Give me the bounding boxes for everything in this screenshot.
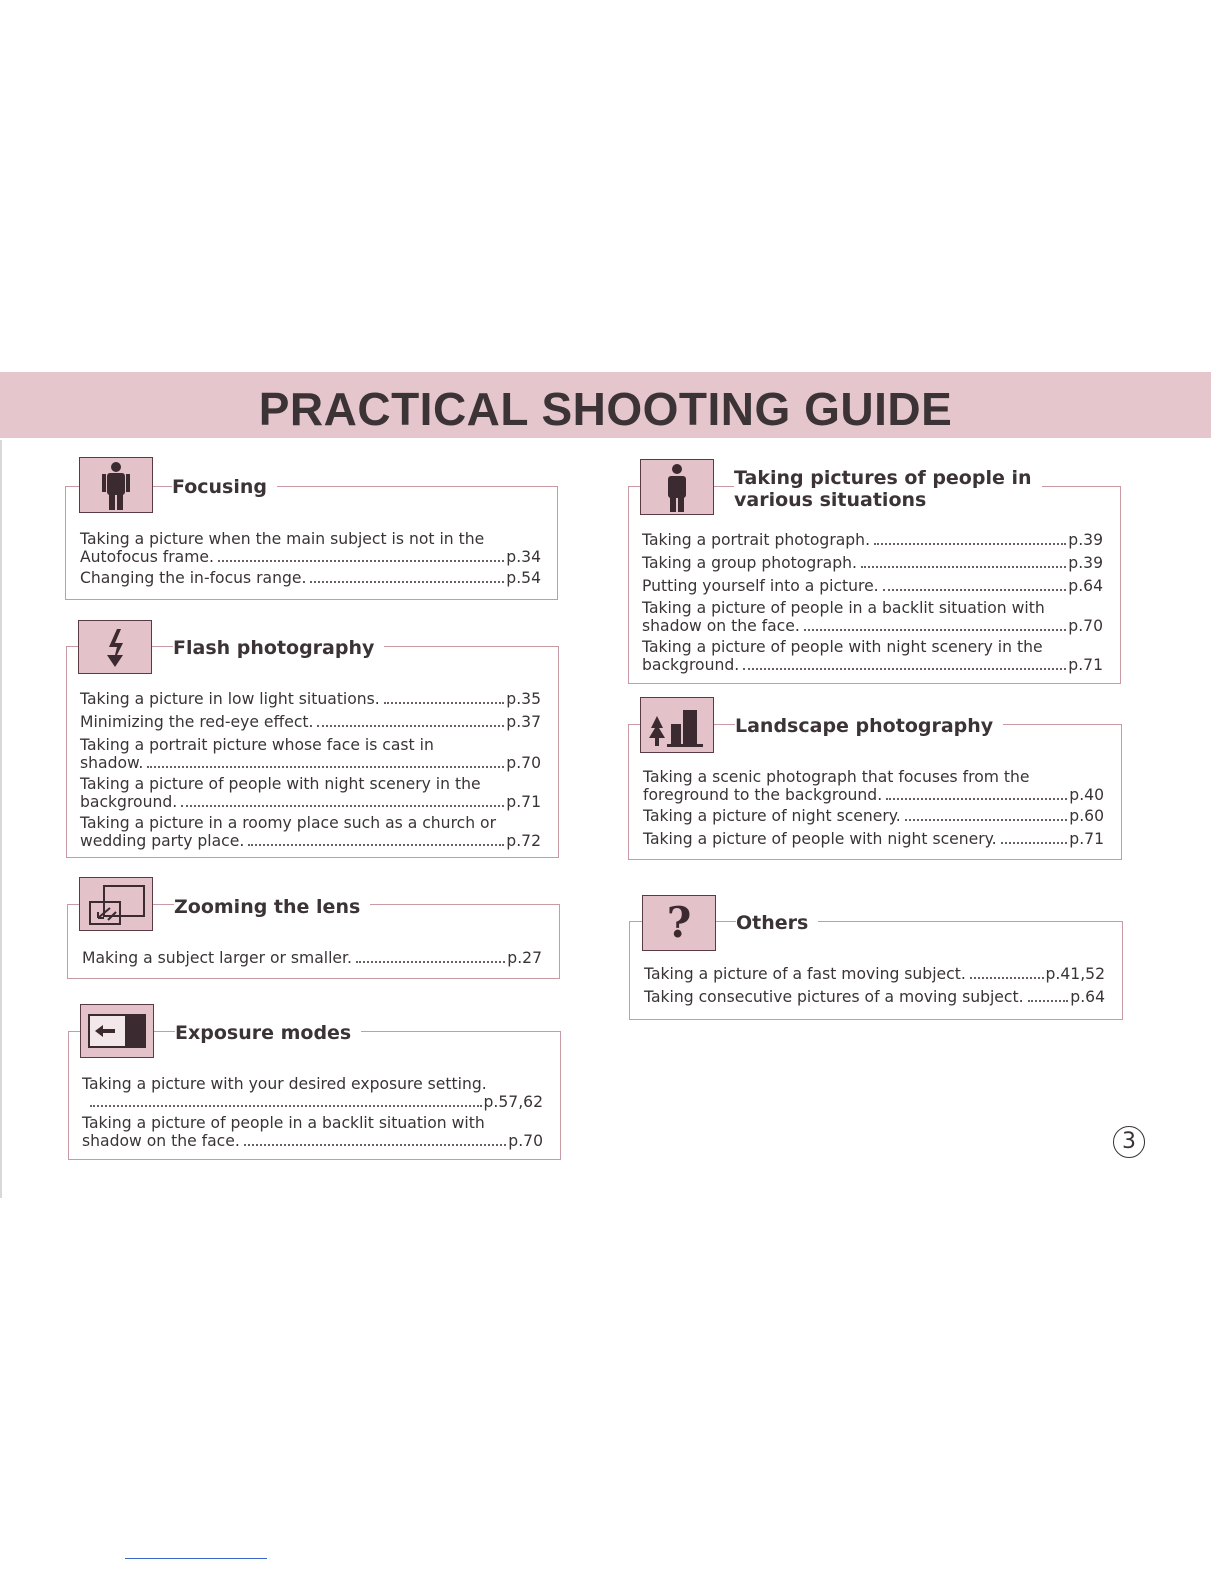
list-item bbox=[80, 775, 541, 811]
list-item bbox=[642, 638, 1103, 674]
entry-text: background. bbox=[80, 793, 178, 811]
page-ref: p.71 bbox=[1069, 830, 1104, 848]
heading-line1: Taking pictures of people in bbox=[734, 467, 1032, 489]
person-icon bbox=[79, 457, 153, 513]
leader-dots bbox=[970, 977, 1044, 979]
leader-dots bbox=[384, 702, 505, 704]
leader-dots bbox=[1028, 1000, 1069, 1002]
list-item bbox=[82, 1075, 543, 1111]
leader-dots bbox=[317, 725, 504, 727]
section-heading-others: Others bbox=[736, 912, 818, 934]
entry-text: Changing the in-focus range. bbox=[80, 569, 307, 587]
page-ref: p.64 bbox=[1070, 988, 1105, 1006]
page-ref: p.60 bbox=[1069, 807, 1104, 825]
entry-text: Putting yourself into a picture. bbox=[642, 577, 879, 595]
entries-people bbox=[642, 531, 1103, 674]
list-item bbox=[82, 1114, 543, 1150]
list-item bbox=[642, 531, 1103, 549]
page-number: 3 bbox=[1113, 1126, 1145, 1158]
entry-text: Taking a portrait photograph. bbox=[642, 531, 871, 549]
list-item bbox=[80, 690, 541, 708]
entry-text: Taking consecutive pictures of a moving subject. bbox=[644, 988, 1024, 1006]
landscape-icon bbox=[640, 697, 714, 753]
list-item bbox=[80, 569, 541, 587]
person-icon bbox=[640, 459, 714, 515]
entries-others bbox=[644, 965, 1105, 1006]
entries-flash bbox=[80, 690, 541, 850]
page-ref: p.70 bbox=[1068, 617, 1103, 635]
entries-landscape bbox=[643, 768, 1104, 848]
section-heading-people bbox=[734, 467, 1042, 511]
entry-text: shadow. bbox=[80, 754, 144, 772]
entry-text: Minimizing the red-eye effect. bbox=[80, 713, 314, 731]
page-ref: p.71 bbox=[506, 793, 541, 811]
leader-dots bbox=[90, 1105, 482, 1107]
leader-dots bbox=[310, 581, 504, 583]
leader-dots bbox=[886, 798, 1067, 800]
leader-dots bbox=[218, 560, 504, 562]
entries-zoom bbox=[82, 949, 542, 967]
flash-icon bbox=[78, 620, 152, 674]
entry-text-line1: Taking a picture of people in a backlit situation with bbox=[642, 599, 1045, 617]
entry-text: Taking a picture of night scenery. bbox=[643, 807, 901, 825]
entries-exposure bbox=[82, 1075, 543, 1150]
list-item bbox=[642, 554, 1103, 572]
page-ref: p.54 bbox=[506, 569, 541, 587]
entry-text-line1: Taking a picture with your desired exposure setting. bbox=[82, 1075, 487, 1093]
page-ref: p.64 bbox=[1068, 577, 1103, 595]
entry-text-line1: Taking a portrait picture whose face is cast in bbox=[80, 736, 434, 754]
page-ref: p.34 bbox=[506, 548, 541, 566]
leader-dots bbox=[874, 543, 1066, 545]
page-ref: p.71 bbox=[1068, 656, 1103, 674]
title-band bbox=[0, 372, 1211, 438]
entry-text: Taking a group photograph. bbox=[642, 554, 857, 572]
page-ref: p.72 bbox=[506, 832, 541, 850]
page-ref: p.35 bbox=[506, 690, 541, 708]
page-ref: p.70 bbox=[508, 1132, 543, 1150]
entry-text-line1: Taking a picture of people with night scenery in the bbox=[80, 775, 481, 793]
entry-text: Autofocus frame. bbox=[80, 548, 214, 566]
entry-text-line1: Taking a picture in a roomy place such as a church or bbox=[80, 814, 496, 832]
section-heading-focusing: Focusing bbox=[172, 476, 277, 498]
list-item bbox=[643, 830, 1104, 848]
exposure-icon bbox=[80, 1004, 154, 1058]
list-item bbox=[643, 807, 1104, 825]
list-item bbox=[82, 949, 542, 967]
entry-text: Taking a picture of people with night scenery. bbox=[643, 830, 997, 848]
list-item bbox=[80, 530, 541, 566]
entries-focusing bbox=[80, 530, 541, 587]
entry-text-line1: Taking a picture of people in a backlit situation with bbox=[82, 1114, 485, 1132]
question-icon bbox=[642, 895, 716, 951]
list-item bbox=[80, 814, 541, 850]
list-item bbox=[80, 736, 541, 772]
entry-text: Taking a picture in low light situations. bbox=[80, 690, 380, 708]
entry-text: Taking a picture of a fast moving subject. bbox=[644, 965, 966, 983]
page-ref: p.39 bbox=[1068, 554, 1103, 572]
list-item bbox=[643, 768, 1104, 804]
leader-dots bbox=[1001, 842, 1068, 844]
entry-text: shadow on the face. bbox=[82, 1132, 240, 1150]
leader-dots bbox=[147, 766, 504, 768]
list-item bbox=[644, 965, 1105, 983]
entry-text-line1: Taking a picture of people with night scenery in the bbox=[642, 638, 1043, 656]
leader-dots bbox=[905, 819, 1068, 821]
leader-dots bbox=[861, 566, 1066, 568]
page-ref: p.70 bbox=[506, 754, 541, 772]
leader-dots bbox=[248, 844, 504, 846]
entry-text: Making a subject larger or smaller. bbox=[82, 949, 352, 967]
page-ref: p.27 bbox=[507, 949, 542, 967]
page-ref: p.37 bbox=[506, 713, 541, 731]
section-heading-landscape: Landscape photography bbox=[735, 715, 1003, 737]
entry-text-line1: Taking a picture when the main subject is not in the bbox=[80, 530, 485, 548]
question-glyph: ? bbox=[666, 898, 692, 947]
list-item bbox=[80, 713, 541, 731]
section-heading-flash: Flash photography bbox=[173, 637, 384, 659]
list-item bbox=[642, 577, 1103, 595]
entry-text: background. bbox=[642, 656, 740, 674]
page-ref: p.41,52 bbox=[1045, 965, 1105, 983]
entry-text: wedding party place. bbox=[80, 832, 245, 850]
list-item bbox=[642, 599, 1103, 635]
footer-link-underline bbox=[125, 1558, 267, 1559]
entry-text: shadow on the face. bbox=[642, 617, 800, 635]
page-ref: p.57,62 bbox=[483, 1093, 543, 1111]
zoom-icon bbox=[79, 877, 153, 931]
scan-edge bbox=[0, 440, 2, 1198]
page-ref: p.39 bbox=[1068, 531, 1103, 549]
leader-dots bbox=[743, 668, 1066, 670]
section-heading-zoom: Zooming the lens bbox=[174, 896, 370, 918]
page-ref: p.40 bbox=[1069, 786, 1104, 804]
leader-dots bbox=[181, 805, 504, 807]
leader-dots bbox=[244, 1144, 506, 1146]
entry-text-line1: Taking a scenic photograph that focuses from the bbox=[643, 768, 1030, 786]
section-heading-exposure: Exposure modes bbox=[175, 1022, 361, 1044]
page-title: PRACTICAL SHOOTING GUIDE bbox=[258, 383, 953, 435]
leader-dots bbox=[883, 589, 1067, 591]
heading-line2: various situations bbox=[734, 489, 927, 511]
entry-text: foreground to the background. bbox=[643, 786, 883, 804]
leader-dots bbox=[356, 961, 505, 963]
leader-dots bbox=[804, 629, 1066, 631]
list-item bbox=[644, 988, 1105, 1006]
